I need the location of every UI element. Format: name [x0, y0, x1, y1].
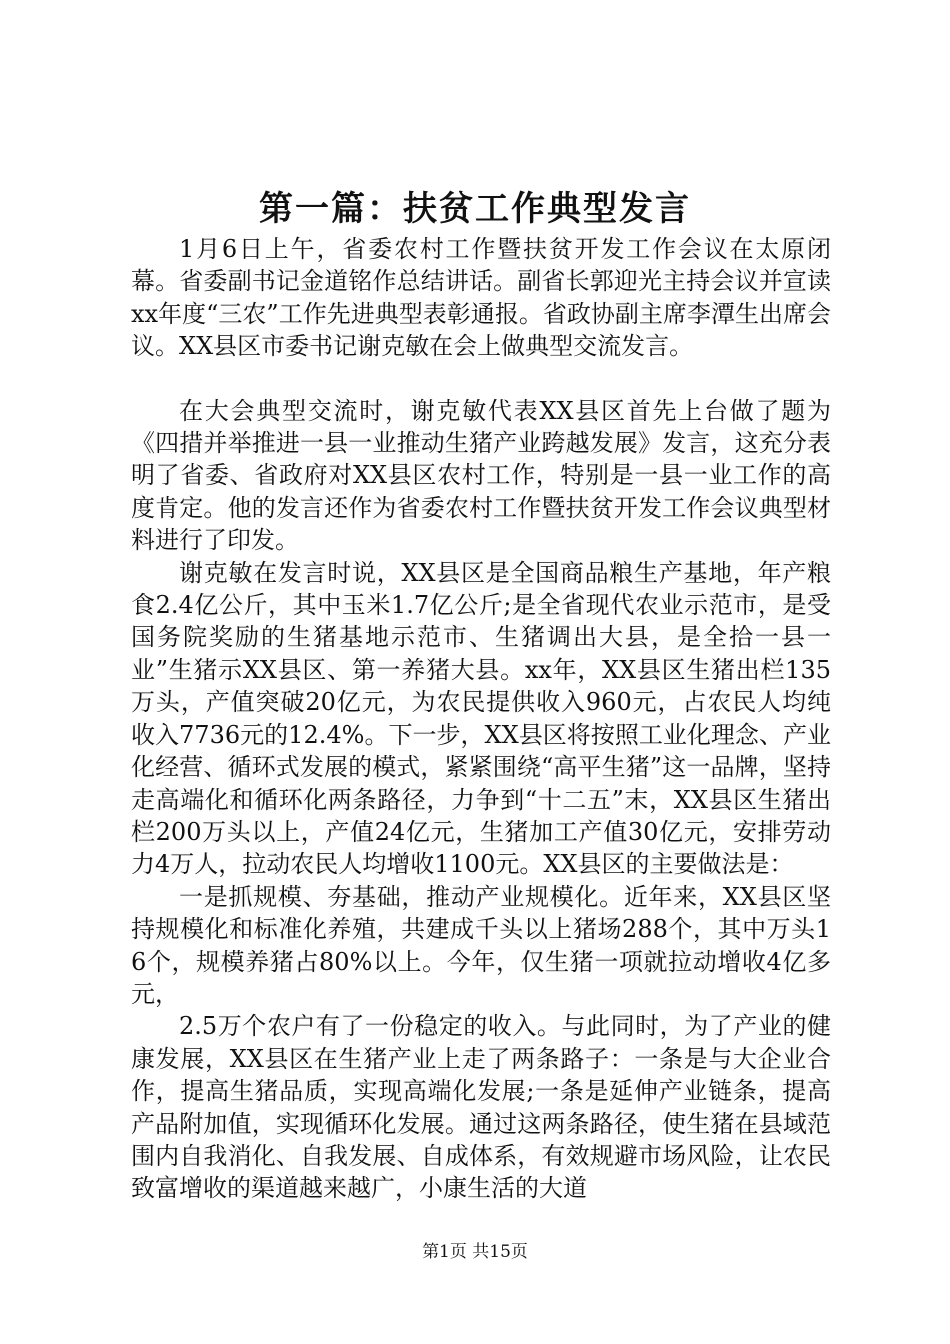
paragraph-exchange: 在大会典型交流时，谢克敏代表XX县区首先上台做了题为《四措并举推进一县一业推动生猪产业跨越发展》发言，这充分表明了省委、省政府对XX县区农村工作，特别是一县一业工作的高度肯定。他的发言还作为省委农村工作暨扶贫开发工作会议典型材料进行了印发。 — [131, 396, 831, 555]
document-title: 第一篇：扶贫工作典型发言 — [259, 189, 691, 229]
paragraph-scale: 一是抓规模、夯基础，推动产业规模化。近年来，XX县区坚持规模化和标准化养殖，共建成千头以上猪场288个，其中万头16个，规模养猪占80%以上。今年，仅生猪一项就拉动增收4亿多元， — [131, 882, 831, 1008]
document-body — [131, 233, 831, 1205]
paragraph-intro: 1月6日上午，省委农村工作暨扶贫开发工作会议在太原闭幕。省委副书记金道铭作总结讲话。副省长郭迎光主持会议并宣读xx年度“三农”工作先进典型表彰通报。省政协副主席李潭生出席会议。XX县区市委书记谢克敏在会上做典型交流发言。 — [131, 235, 831, 361]
page-number-footer: 第1页 共15页 — [422, 1242, 528, 1262]
paragraph-speech: 谢克敏在发言时说，XX县区是全国商品粮生产基地，年产粮食2.4亿公斤，其中玉米1.7亿公斤;是全省现代农业示范市，是受国务院奖励的生猪基地示范市、生猪调出大县，是全拾一县一业”生猪示XX县区、第一养猪大县。xx年，XX县区生猪出栏135万头，产值突破20亿元，为农民提供收入960元，占农民人均纯收入7736元的12.4%。下一步，XX县区将按照工业化理念、产业化经营、循环式发展的模式，紧紧围绕“高平生猪”这一品牌，坚持走高端化和循环化两条路径，力争到“十二五”末，XX县区生猪出栏200万头以上，产值24亿元，生猪加工产值30亿元，安排劳动力4万人，拉动农民人均增收1100元。XX县区的主要做法是： — [131, 558, 831, 879]
paragraph-spacer — [131, 363, 831, 395]
paragraph-development: 2.5万个农户有了一份稳定的收入。与此同时，为了产业的健康发展，XX县区在生猪产业上走了两条路子：一条是与大企业合作，提高生猪品质，实现高端化发展;一条是延伸产业链条，提高产品附加值，实现循环化发展。通过这两条路径，使生猪在县域范围内自我消化、自我发展、自成体系，有效规避市场风险，让农民致富增收的渠道越来越广，小康生活的大道 — [131, 1012, 831, 1203]
